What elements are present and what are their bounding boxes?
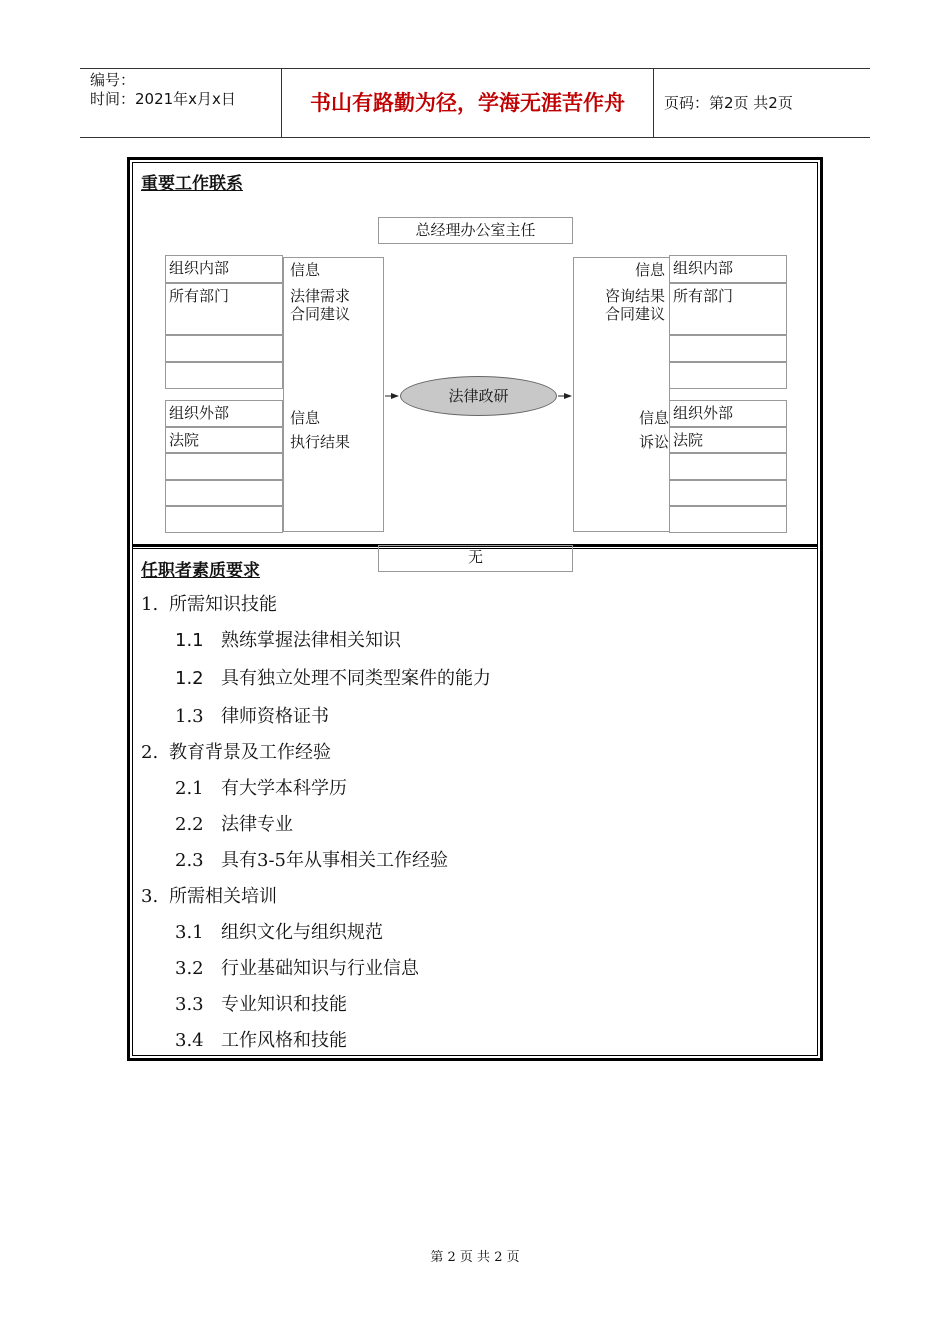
document-time-label: 时间：2021年x月x日: [90, 90, 236, 108]
item-label: 熟练掌握法律相关知识: [221, 630, 401, 651]
item-number: 1.3: [175, 706, 204, 727]
job-description-inner: [132, 162, 818, 1056]
right-internal-value-cell: 所有部门: [669, 283, 787, 335]
requirements-section-title: 任职者素质要求: [141, 561, 260, 581]
left-internal-item: 合同建议: [290, 305, 351, 323]
item-number: 3.1: [175, 922, 204, 943]
item-label: 行业基础知识与行业信息: [221, 958, 419, 979]
left-external-header-cell: 组织外部: [165, 400, 283, 427]
section-label: 所需相关培训: [169, 886, 277, 907]
item-label: 有大学本科学历: [221, 778, 347, 799]
header-motto: 书山有路勤为径，学海无涯苦作舟: [281, 69, 654, 137]
right-external-header-cell: 组织外部: [669, 400, 787, 427]
list-item: [175, 954, 419, 980]
left-external-value-cell: 法院: [165, 427, 283, 453]
list-item: [141, 738, 331, 764]
left-internal-item: 法律需求: [290, 287, 351, 305]
list-item: [175, 702, 329, 728]
item-number: 3.4: [175, 1030, 204, 1051]
section-label: 所需知识技能: [169, 594, 277, 615]
document-number-label: 编号：: [90, 71, 136, 89]
list-item: [141, 882, 277, 908]
item-label: 法律专业: [221, 814, 293, 835]
left-external-item: 执行结果: [290, 433, 351, 451]
page-footer: 第 2 页 共 2 页: [430, 1250, 520, 1265]
list-item: [175, 1026, 347, 1052]
section-label: 教育背景及工作经验: [169, 742, 331, 763]
list-item: [175, 918, 383, 944]
list-item: [175, 990, 347, 1016]
header-meta: [80, 69, 281, 137]
relations-section-title: 重要工作联系: [141, 174, 243, 194]
header-page-number: 页码：第2页 共2页: [664, 94, 793, 112]
list-item: [141, 590, 277, 616]
left-internal-value-cell: 所有部门: [165, 283, 283, 335]
item-number: 1.1: [175, 630, 204, 651]
item-number: 2.2: [175, 814, 204, 835]
left-external-info-label: 信息: [290, 409, 321, 427]
left-internal-header-cell: 组织内部: [165, 255, 283, 283]
section-number: 3.: [141, 886, 159, 907]
item-label: 工作风格和技能: [221, 1030, 347, 1051]
list-item: [175, 774, 347, 800]
right-internal-header-cell: 组织内部: [669, 255, 787, 283]
item-number: 1.2: [175, 668, 204, 689]
right-external-value-cell: 法院: [669, 427, 787, 453]
item-label: 具有独立处理不同类型案件的能力: [221, 668, 491, 689]
right-external-info-label: 信息: [638, 409, 669, 427]
supervisor-box: 总经理办公室主任: [378, 217, 573, 244]
item-label: 律师资格证书: [221, 706, 329, 727]
flow-arrows: [133, 163, 821, 563]
list-item: [175, 810, 293, 836]
left-internal-info-label: 信息: [290, 261, 321, 279]
list-item: [175, 664, 491, 690]
item-number: 3.3: [175, 994, 204, 1015]
item-number: 3.2: [175, 958, 204, 979]
item-number: 2.3: [175, 850, 204, 871]
subordinate-box: 无: [378, 545, 573, 572]
section-number: 1.: [141, 594, 159, 615]
right-internal-item: 咨询结果: [604, 287, 665, 305]
right-external-item: 诉讼: [638, 433, 669, 451]
page-header: [80, 68, 870, 138]
item-label: 专业知识和技能: [221, 994, 347, 1015]
item-label: 具有3-5年从事相关工作经验: [221, 850, 448, 871]
right-internal-item: 合同建议: [604, 305, 665, 323]
center-node: 法律政研: [400, 376, 557, 416]
section-number: 2.: [141, 742, 159, 763]
list-item: [175, 846, 448, 872]
list-item: [175, 626, 401, 652]
item-number: 2.1: [175, 778, 204, 799]
job-description-frame: [127, 157, 823, 1061]
right-internal-info-label: 信息: [634, 261, 665, 279]
item-label: 组织文化与组织规范: [221, 922, 383, 943]
